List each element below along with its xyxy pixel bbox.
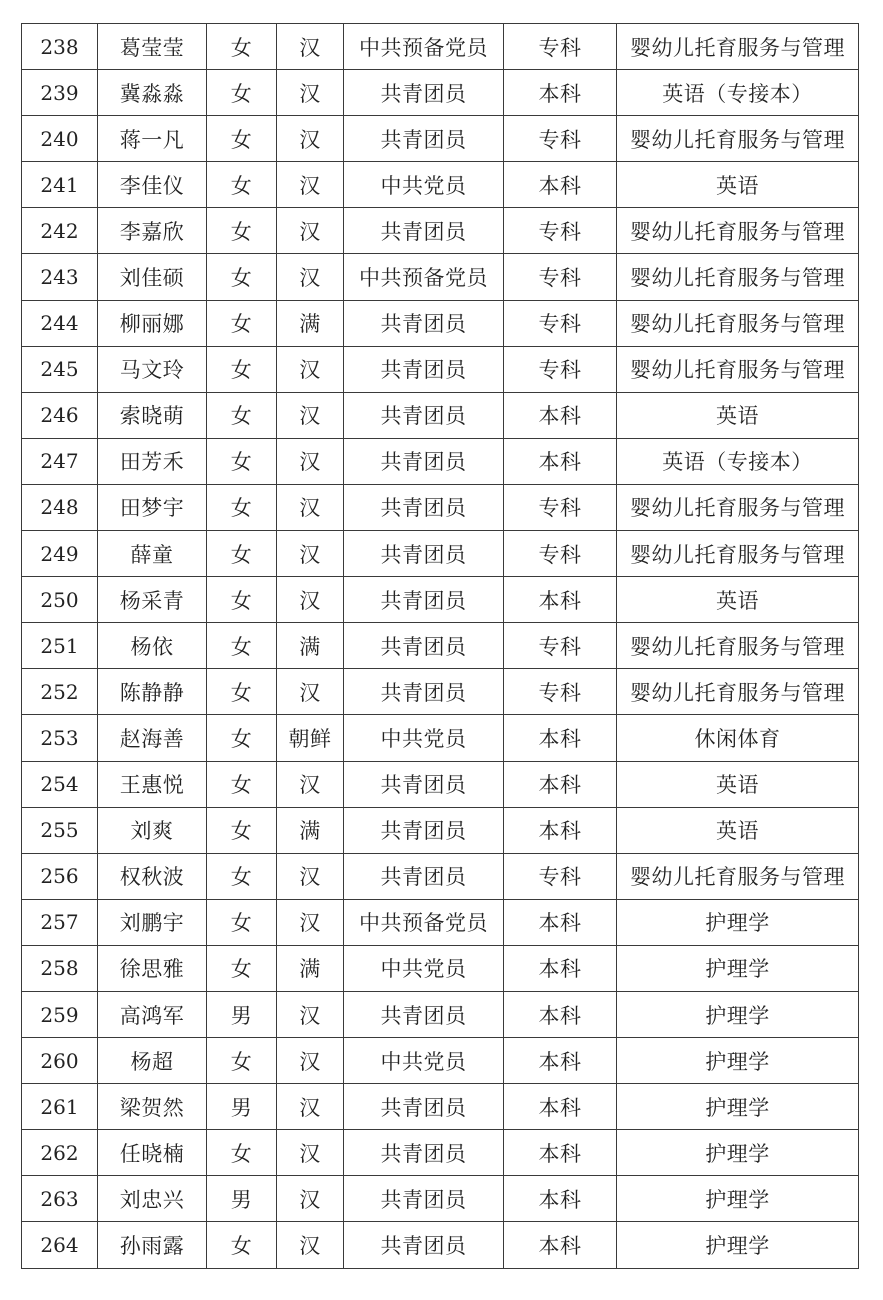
cell-education: 本科 — [504, 1176, 617, 1222]
cell-major: 婴幼儿托育服务与管理 — [617, 531, 859, 577]
cell-major: 婴幼儿托育服务与管理 — [617, 346, 859, 392]
cell-gender: 女 — [207, 254, 277, 300]
cell-political-status: 共青团员 — [344, 669, 504, 715]
cell-ethnicity: 汉 — [277, 531, 344, 577]
cell-name: 刘忠兴 — [98, 1176, 207, 1222]
cell-gender: 女 — [207, 392, 277, 438]
cell-number: 242 — [22, 208, 98, 254]
cell-ethnicity: 满 — [277, 623, 344, 669]
cell-political-status: 共青团员 — [344, 1084, 504, 1130]
cell-number: 264 — [22, 1222, 98, 1268]
cell-name: 葛莹莹 — [98, 24, 207, 70]
cell-ethnicity: 汉 — [277, 761, 344, 807]
table-row — [22, 945, 859, 991]
table-row — [22, 531, 859, 577]
cell-gender: 女 — [207, 1222, 277, 1268]
cell-major: 护理学 — [617, 991, 859, 1037]
cell-gender: 女 — [207, 300, 277, 346]
cell-number: 262 — [22, 1130, 98, 1176]
cell-number: 253 — [22, 715, 98, 761]
cell-education: 本科 — [504, 991, 617, 1037]
cell-name: 蒋一凡 — [98, 116, 207, 162]
cell-political-status: 共青团员 — [344, 991, 504, 1037]
table-row — [22, 116, 859, 162]
cell-name: 任晓楠 — [98, 1130, 207, 1176]
cell-name: 刘鹏宇 — [98, 899, 207, 945]
cell-gender: 女 — [207, 208, 277, 254]
cell-ethnicity: 汉 — [277, 1038, 344, 1084]
cell-education: 本科 — [504, 807, 617, 853]
cell-political-status: 共青团员 — [344, 116, 504, 162]
cell-number: 239 — [22, 70, 98, 116]
cell-political-status: 共青团员 — [344, 208, 504, 254]
cell-education: 本科 — [504, 945, 617, 991]
cell-gender: 女 — [207, 162, 277, 208]
table-row — [22, 1176, 859, 1222]
table-row — [22, 715, 859, 761]
table-row — [22, 899, 859, 945]
cell-gender: 男 — [207, 991, 277, 1037]
cell-name: 马文玲 — [98, 346, 207, 392]
cell-education: 本科 — [504, 761, 617, 807]
cell-ethnicity: 朝鲜 — [277, 715, 344, 761]
cell-name: 孙雨露 — [98, 1222, 207, 1268]
cell-ethnicity: 汉 — [277, 208, 344, 254]
table-row — [22, 162, 859, 208]
cell-education: 本科 — [504, 392, 617, 438]
cell-number: 245 — [22, 346, 98, 392]
cell-political-status: 共青团员 — [344, 1222, 504, 1268]
cell-ethnicity: 汉 — [277, 70, 344, 116]
cell-number: 244 — [22, 300, 98, 346]
cell-ethnicity: 满 — [277, 300, 344, 346]
cell-name: 高鸿军 — [98, 991, 207, 1037]
table-row — [22, 807, 859, 853]
cell-political-status: 共青团员 — [344, 577, 504, 623]
cell-major: 婴幼儿托育服务与管理 — [617, 24, 859, 70]
cell-name: 杨采青 — [98, 577, 207, 623]
cell-education: 专科 — [504, 300, 617, 346]
cell-gender: 女 — [207, 70, 277, 116]
cell-major: 护理学 — [617, 1222, 859, 1268]
cell-gender: 女 — [207, 761, 277, 807]
cell-political-status: 中共党员 — [344, 715, 504, 761]
cell-number: 260 — [22, 1038, 98, 1084]
cell-ethnicity: 汉 — [277, 1176, 344, 1222]
cell-political-status: 共青团员 — [344, 761, 504, 807]
cell-major: 英语 — [617, 392, 859, 438]
cell-education: 本科 — [504, 162, 617, 208]
cell-name: 杨超 — [98, 1038, 207, 1084]
cell-political-status: 共青团员 — [344, 346, 504, 392]
cell-education: 本科 — [504, 1084, 617, 1130]
table-row — [22, 1084, 859, 1130]
cell-number: 241 — [22, 162, 98, 208]
table-row — [22, 208, 859, 254]
cell-gender: 女 — [207, 623, 277, 669]
cell-education: 本科 — [504, 438, 617, 484]
cell-number: 251 — [22, 623, 98, 669]
cell-education: 专科 — [504, 116, 617, 162]
cell-major: 婴幼儿托育服务与管理 — [617, 853, 859, 899]
student-list-table — [21, 23, 859, 1269]
cell-education: 本科 — [504, 1222, 617, 1268]
cell-political-status: 中共党员 — [344, 162, 504, 208]
table-row — [22, 346, 859, 392]
table-row — [22, 1130, 859, 1176]
cell-political-status: 共青团员 — [344, 531, 504, 577]
cell-major: 护理学 — [617, 1084, 859, 1130]
table-row — [22, 623, 859, 669]
cell-political-status: 共青团员 — [344, 392, 504, 438]
cell-education: 专科 — [504, 669, 617, 715]
table-row — [22, 392, 859, 438]
cell-gender: 女 — [207, 945, 277, 991]
cell-name: 杨依 — [98, 623, 207, 669]
cell-gender: 女 — [207, 1130, 277, 1176]
cell-political-status: 中共党员 — [344, 1038, 504, 1084]
cell-major: 护理学 — [617, 1038, 859, 1084]
cell-number: 243 — [22, 254, 98, 300]
cell-education: 本科 — [504, 1130, 617, 1176]
cell-gender: 女 — [207, 577, 277, 623]
cell-gender: 女 — [207, 1038, 277, 1084]
cell-number: 257 — [22, 899, 98, 945]
cell-education: 本科 — [504, 577, 617, 623]
cell-education: 本科 — [504, 899, 617, 945]
cell-ethnicity: 汉 — [277, 484, 344, 530]
cell-ethnicity: 满 — [277, 945, 344, 991]
cell-education: 专科 — [504, 484, 617, 530]
cell-number: 263 — [22, 1176, 98, 1222]
cell-major: 婴幼儿托育服务与管理 — [617, 116, 859, 162]
cell-number: 252 — [22, 669, 98, 715]
cell-gender: 女 — [207, 531, 277, 577]
table-row — [22, 300, 859, 346]
cell-political-status: 共青团员 — [344, 623, 504, 669]
cell-gender: 女 — [207, 116, 277, 162]
cell-gender: 女 — [207, 669, 277, 715]
cell-political-status: 共青团员 — [344, 70, 504, 116]
table-row — [22, 669, 859, 715]
cell-gender: 女 — [207, 346, 277, 392]
cell-name: 索晓萌 — [98, 392, 207, 438]
cell-number: 258 — [22, 945, 98, 991]
cell-education: 本科 — [504, 715, 617, 761]
cell-major: 护理学 — [617, 899, 859, 945]
cell-name: 徐思雅 — [98, 945, 207, 991]
cell-education: 专科 — [504, 208, 617, 254]
cell-political-status: 中共预备党员 — [344, 254, 504, 300]
cell-number: 261 — [22, 1084, 98, 1130]
table-row — [22, 577, 859, 623]
cell-political-status: 中共党员 — [344, 945, 504, 991]
table-row — [22, 991, 859, 1037]
cell-ethnicity: 汉 — [277, 254, 344, 300]
table-row — [22, 853, 859, 899]
cell-political-status: 共青团员 — [344, 1130, 504, 1176]
cell-ethnicity: 汉 — [277, 162, 344, 208]
cell-political-status: 共青团员 — [344, 438, 504, 484]
cell-education: 专科 — [504, 853, 617, 899]
cell-number: 246 — [22, 392, 98, 438]
cell-number: 259 — [22, 991, 98, 1037]
cell-ethnicity: 汉 — [277, 669, 344, 715]
cell-education: 专科 — [504, 531, 617, 577]
cell-education: 专科 — [504, 346, 617, 392]
cell-number: 238 — [22, 24, 98, 70]
cell-major: 英语 — [617, 761, 859, 807]
cell-number: 248 — [22, 484, 98, 530]
cell-major: 婴幼儿托育服务与管理 — [617, 623, 859, 669]
cell-major: 英语 — [617, 577, 859, 623]
cell-name: 柳丽娜 — [98, 300, 207, 346]
cell-ethnicity: 汉 — [277, 577, 344, 623]
cell-major: 英语 — [617, 807, 859, 853]
cell-ethnicity: 汉 — [277, 899, 344, 945]
cell-major: 英语（专接本） — [617, 70, 859, 116]
cell-gender: 男 — [207, 1176, 277, 1222]
cell-education: 专科 — [504, 623, 617, 669]
cell-number: 254 — [22, 761, 98, 807]
cell-number: 240 — [22, 116, 98, 162]
cell-name: 王惠悦 — [98, 761, 207, 807]
cell-name: 梁贺然 — [98, 1084, 207, 1130]
cell-gender: 女 — [207, 715, 277, 761]
cell-major: 婴幼儿托育服务与管理 — [617, 484, 859, 530]
table-row — [22, 1222, 859, 1268]
cell-education: 专科 — [504, 24, 617, 70]
cell-ethnicity: 汉 — [277, 392, 344, 438]
cell-political-status: 中共预备党员 — [344, 899, 504, 945]
cell-major: 婴幼儿托育服务与管理 — [617, 669, 859, 715]
cell-name: 赵海善 — [98, 715, 207, 761]
table-row — [22, 438, 859, 484]
cell-gender: 女 — [207, 484, 277, 530]
cell-major: 婴幼儿托育服务与管理 — [617, 300, 859, 346]
cell-name: 刘佳硕 — [98, 254, 207, 300]
table-row — [22, 761, 859, 807]
cell-political-status: 共青团员 — [344, 1176, 504, 1222]
cell-number: 256 — [22, 853, 98, 899]
cell-ethnicity: 汉 — [277, 1222, 344, 1268]
cell-education: 本科 — [504, 1038, 617, 1084]
cell-political-status: 中共预备党员 — [344, 24, 504, 70]
table-row — [22, 1038, 859, 1084]
table-row — [22, 70, 859, 116]
table-row — [22, 484, 859, 530]
cell-ethnicity: 满 — [277, 807, 344, 853]
cell-major: 护理学 — [617, 1176, 859, 1222]
cell-major: 护理学 — [617, 945, 859, 991]
table-row — [22, 24, 859, 70]
document-page — [21, 23, 859, 1269]
cell-major: 婴幼儿托育服务与管理 — [617, 208, 859, 254]
cell-gender: 女 — [207, 853, 277, 899]
cell-major: 护理学 — [617, 1130, 859, 1176]
cell-name: 陈静静 — [98, 669, 207, 715]
cell-gender: 女 — [207, 807, 277, 853]
cell-name: 田芳禾 — [98, 438, 207, 484]
cell-name: 薛童 — [98, 531, 207, 577]
cell-ethnicity: 汉 — [277, 116, 344, 162]
cell-education: 本科 — [504, 70, 617, 116]
cell-political-status: 共青团员 — [344, 807, 504, 853]
cell-gender: 女 — [207, 438, 277, 484]
cell-number: 247 — [22, 438, 98, 484]
cell-ethnicity: 汉 — [277, 438, 344, 484]
cell-name: 权秋波 — [98, 853, 207, 899]
cell-name: 李嘉欣 — [98, 208, 207, 254]
cell-name: 冀淼淼 — [98, 70, 207, 116]
table-body — [22, 24, 859, 1269]
cell-gender: 女 — [207, 24, 277, 70]
cell-ethnicity: 汉 — [277, 991, 344, 1037]
cell-major: 英语 — [617, 162, 859, 208]
cell-major: 婴幼儿托育服务与管理 — [617, 254, 859, 300]
cell-ethnicity: 汉 — [277, 853, 344, 899]
cell-name: 刘爽 — [98, 807, 207, 853]
cell-education: 专科 — [504, 254, 617, 300]
cell-major: 休闲体育 — [617, 715, 859, 761]
cell-ethnicity: 汉 — [277, 346, 344, 392]
cell-name: 李佳仪 — [98, 162, 207, 208]
cell-number: 250 — [22, 577, 98, 623]
cell-ethnicity: 汉 — [277, 1084, 344, 1130]
cell-name: 田梦宇 — [98, 484, 207, 530]
cell-major: 英语（专接本） — [617, 438, 859, 484]
cell-political-status: 共青团员 — [344, 300, 504, 346]
cell-political-status: 共青团员 — [344, 853, 504, 899]
table-row — [22, 254, 859, 300]
cell-number: 249 — [22, 531, 98, 577]
cell-ethnicity: 汉 — [277, 1130, 344, 1176]
cell-number: 255 — [22, 807, 98, 853]
cell-political-status: 共青团员 — [344, 484, 504, 530]
cell-ethnicity: 汉 — [277, 24, 344, 70]
cell-gender: 女 — [207, 899, 277, 945]
cell-gender: 男 — [207, 1084, 277, 1130]
